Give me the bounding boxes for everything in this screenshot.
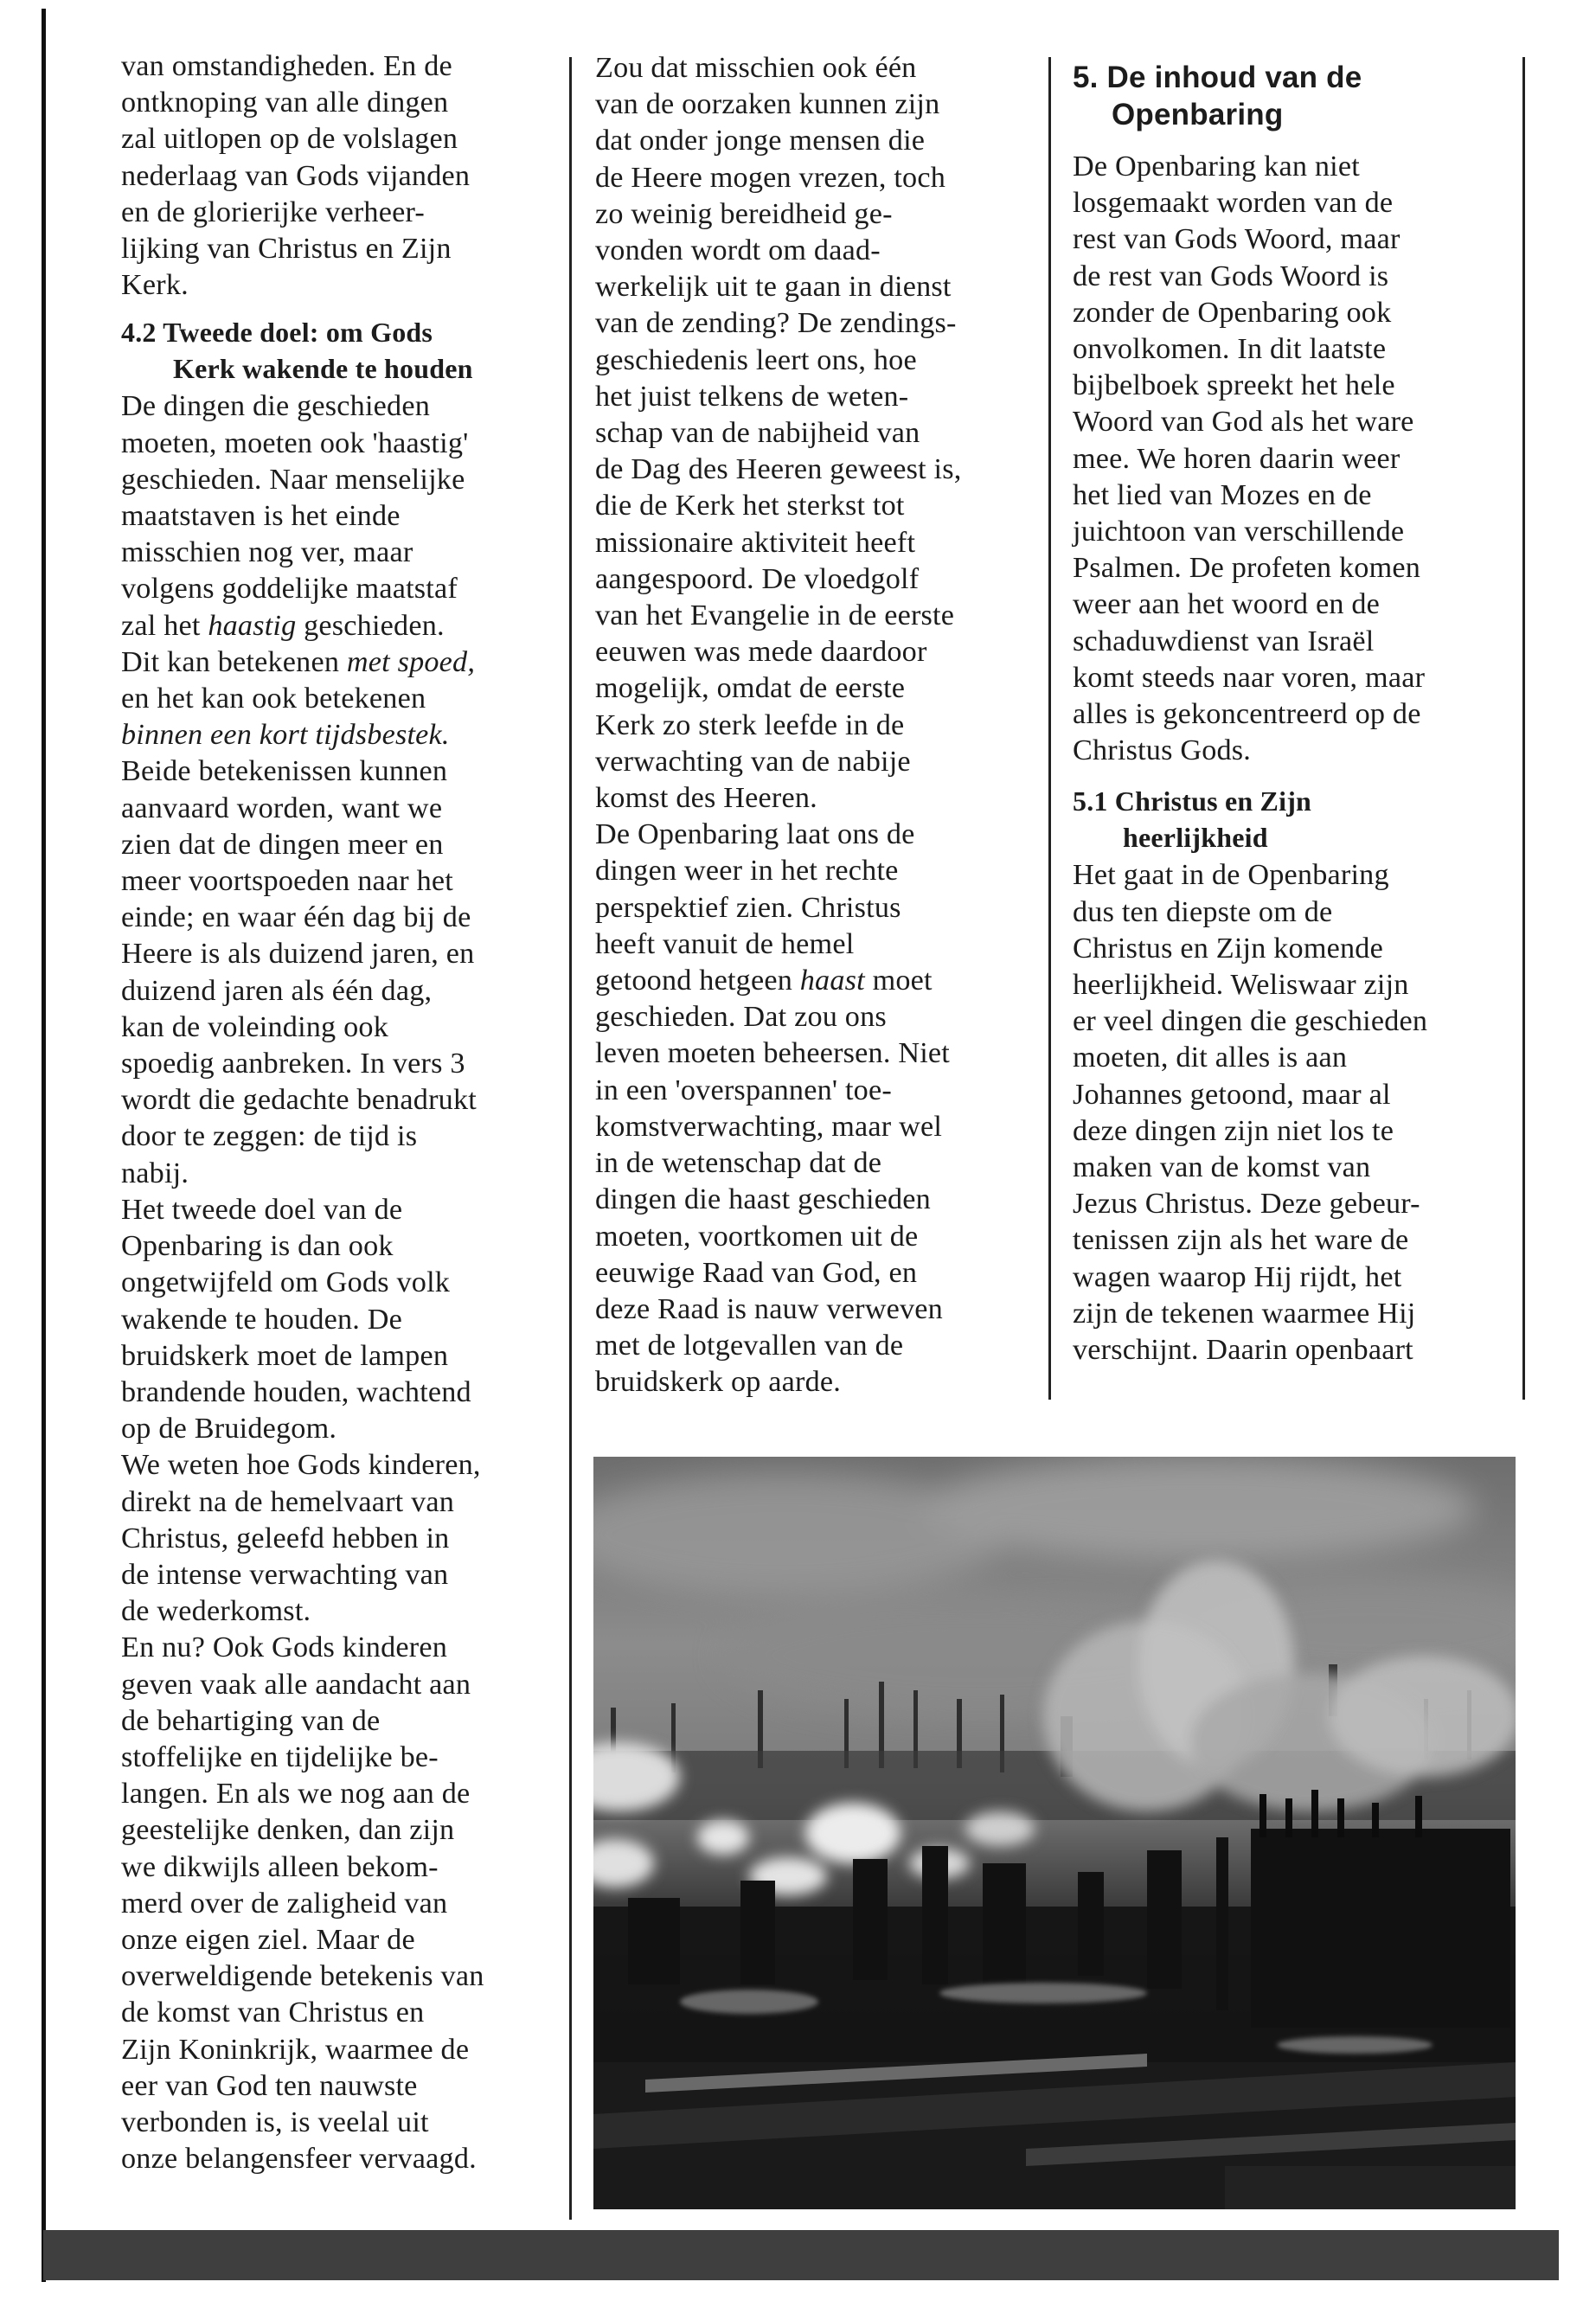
column-rule-1 <box>569 57 572 2220</box>
column-3 <box>1073 48 1514 1368</box>
col1-paragraph-3: Het tweede doel van de Openbaring is dan ook ongetwijfeld om Gods volk wakende te houden. De bruidskerk moet de lampen brandende houden, wachtend op de Bruidegom. <box>121 1193 471 1445</box>
col2-paragraph-1: Zou dat misschien ook één van de oorzaken kunnen zijn dat onder jonge mensen die de Heere mogen vrezen, toch zo weinig bereidheid ge- vonden wordt om daad- werkelijk uit te gaan in dienst van de zending? De zendings- geschiedenis leert ons, hoe het juist telkens de weten- schap van de nabijheid van de Dag des Heeren geweest is, die de Kerk het sterkst tot missionaire aktiviteit heeft aangespoord. De vloedgolf van het Evangelie in de eerste eeuwen was mede daardoor mogelijk, omdat de eerste Kerk zo sterk leefde in de verwachting van de nabije komst des Heeren. <box>595 52 962 815</box>
heading-line-1: 5. De inhoud van de <box>1073 61 1362 94</box>
section-heading-5 <box>1073 59 1514 133</box>
col3-paragraph-1: De Openbaring kan niet losgemaakt worden van de rest van Gods Woord, maar de rest van Gods Woord is zonder de Openbaring ook onvolkomen. In dit laatste bijbelboek spreekt het hele Woord van God als het ware mee. We horen daarin weer het lied van Mozes en de juichtoon van verschillende Psalmen. De profeten komen weer aan het woord en de schaduwdienst van Israël komt steeds naar voren, maar alles is gekoncentreerd op de Christus Gods. <box>1073 151 1426 767</box>
section-heading-5-1 <box>1073 783 1514 856</box>
emphasis-kort-tijdsbestek: binnen een kort tijdsbestek. <box>121 719 450 752</box>
column-rule-3 <box>1522 57 1525 1400</box>
emphasis-haastig: haastig <box>208 609 297 642</box>
heading-line-1: 4.2 Tweede doel: om Gods <box>121 317 433 349</box>
industrial-smoke-photo <box>593 1457 1516 2209</box>
col3-paragraph-2: Het gaat in de Openbaring dus ten diepste om de Christus en Zijn komende heerlijkheid. Weliswaar zijn er veel dingen die geschieden moeten, dit alles is aan Johannes getoond, maar al deze dingen zijn niet los te maken van de komst van Jezus Christus. Deze gebeur- tenissen zijn als het ware de wagen waarop Hij rijdt, het zijn de tekenen waarmee Hij verschijnt. Daarin openbaart <box>1073 859 1428 1367</box>
column-2 <box>595 50 1032 1401</box>
emphasis-haast: haast <box>799 965 865 997</box>
heading-line-2: Kerk wakende te houden <box>173 353 473 385</box>
column-1 <box>121 48 554 2177</box>
heading-line-2: Openbaring <box>1112 98 1284 131</box>
col1-paragraph-2: De dingen die geschieden moeten, moeten ook 'haastig' geschieden. Naar menselijke maatstaven is het einde misschien nog ver, maar volgens goddelijke maatstaf zal het haastig geschieden. Dit kan betekenen met spoed, en het kan ook betekenen binnen een kort tijdsbestek. Beide betekenissen kunnen aanvaard worden, want we zien dat de dingen meer en meer voortspoeden naar het einde; en waar één dag bij de Heere is als duizend jaren, en duizend jaren als één dag, kan de voleinding ook spoedig aanbreken. In vers 3 wordt die gedachte benadrukt door te zeggen: de tijd is nabij. <box>121 390 477 1189</box>
col1-paragraph-4: We weten hoe Gods kinderen, direkt na de hemelvaart van Christus, geleefd hebben in de intense verwachting van de wederkomst. <box>121 1449 481 1628</box>
page-edge-bar <box>42 9 46 2282</box>
emphasis-met-spoed: met spoed, <box>346 645 476 678</box>
section-heading-4-2 <box>121 314 554 387</box>
page-bottom-band <box>43 2230 1559 2280</box>
col1-paragraph-1: van omstandigheden. En de ontknoping van alle dingen zal uitlopen op de volslagen nederlaag van Gods vijanden en de glorierijke verheer- lijking van Christus en Zijn Kerk. <box>121 50 471 302</box>
col2-paragraph-2: De Openbaring laat ons de dingen weer in het rechte perspektief zien. Christus heeft vanuit de hemel getoond hetgeen haast moet geschieden. Dat zou ons leven moeten beheersen. Niet in een 'overspannen' toe- komstverwachting, maar wel in de wetenschap dat de dingen die haast geschieden moeten, voortkomen uit de eeuwige Raad van God, en deze Raad is nauw verweven met de lotgevallen van de bruidskerk op aarde. <box>595 818 950 1399</box>
subheading-line-1: 5.1 Christus en Zijn <box>1073 785 1312 817</box>
subheading-line-2: heerlijkheid <box>1123 822 1268 854</box>
col1-paragraph-5: En nu? Ook Gods kinderen geven vaak alle aandacht aan de behartiging van de stoffelijke en tijdelijke be- langen. En als we nog aan de geestelijke denken, dan zijn we dikwijls alleen bekom- merd over de zaligheid van onze eigen ziel. Maar de overweldigende betekenis van de komst van Christus en Zijn Koninkrijk, waarmee de eer van God ten nauwste verbonden is, is veelal uit onze belangensfeer vervaagd. <box>121 1631 484 2176</box>
column-rule-2 <box>1048 57 1051 1400</box>
